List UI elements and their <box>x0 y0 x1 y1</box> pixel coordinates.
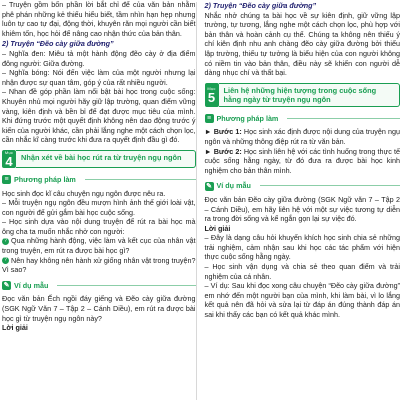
section-5-badge-label: Mục <box>207 85 216 91</box>
lightbulb-icon: ✎ <box>206 182 212 190</box>
left-example-paragraph: Đọc văn bản Ếch ngồi đáy giếng và Đẽo cày giữa đường (SGK Ngữ Văn 7 – Tập 2 – Cánh Diều), em rút ra được bài học gì từ truyện ngụ ngôn này? <box>2 294 196 323</box>
left-method-p3: – Học sinh dựa vào nội dung truyện để rút ra bài học mà ông cha ta muốn nhắc nhở con người: <box>2 217 196 236</box>
left-story2-heading: 2) Truyện “Đẽo cày giữa đường” <box>2 39 114 49</box>
lightbulb-icon: ✎ <box>3 282 10 290</box>
right-step-1: ► Bước 1: Học sinh xác định được nội dung của truyện ngụ ngôn và những thông điệp rút ra từ văn bản. <box>204 127 400 146</box>
step-1-label: ► Bước 1: <box>204 127 242 137</box>
right-answer-p1: – Đây là dạng câu hỏi khuyến khích học sinh chia sẻ những trải nghiệm, cảm nhận sau khi học các tác phẩm với hiện thực cuộc sống hằng ngày. <box>204 233 400 262</box>
step-2-label: ► Bước 2: <box>204 146 242 156</box>
left-story2-literal: – Nghĩa đen: Miêu tả một hành động đẽo cày ở địa điểm đông người: Giữa đường. <box>2 48 196 68</box>
left-example-label: Ví dụ mẫu <box>14 280 49 290</box>
right-column <box>197 0 400 400</box>
left-method-label: Phương pháp làm <box>14 174 76 184</box>
question-circle-icon: ? <box>2 257 9 264</box>
section-4-number: 4 <box>5 153 13 169</box>
right-example-paragraph: Đọc văn bản Đẽo cày giữa đường (SGK Ngữ văn 7 – Tập 2 – Cánh Diều), em hãy liên hệ với một sự việc tương tự diễn ra trong đời sống và kể ngắn gọn lại sự việc đó. <box>204 194 400 224</box>
left-example-tag <box>2 278 196 293</box>
question-circle-icon: ? <box>2 238 9 245</box>
right-example-label: Ví dụ mẫu <box>216 181 251 191</box>
document-icon: ≡ <box>205 114 214 123</box>
right-method-tag <box>205 111 400 126</box>
right-answer-label: Lời giải <box>204 223 231 233</box>
left-question-2: ? Nên hay không nên hành xử giống nhân vật trong truyện? Vì sao? <box>2 255 196 275</box>
right-method-rule <box>287 118 400 119</box>
section-5-header <box>205 83 400 107</box>
left-method-p2: – Mỗi truyện ngụ ngôn đều mượn hình ảnh thế giới loài vật, con người để gửi gắm bài học cuộc sống. <box>2 198 196 217</box>
left-column <box>0 0 196 400</box>
right-step-2: ► Bước 2: Học sinh liên hệ với các tình huống trong thực tế cuộc sống hằng ngày, từ đó đưa ra được bài học kinh nghiệm cho bản thân mình. <box>204 146 400 175</box>
right-method-label: Phương pháp làm <box>216 113 279 123</box>
section-4-title: Nhận xét về bài học rút ra từ truyện ngụ ngôn <box>16 150 196 168</box>
right-story2-heading: 2) Truyện “Đẽo cày giữa đường” <box>204 1 317 10</box>
left-example-rule <box>57 285 195 286</box>
section-4-badge-label: Mục <box>4 149 14 155</box>
left-method-p1: Học sinh đọc kĩ câu chuyện ngụ ngôn được nêu ra. <box>2 188 166 198</box>
left-story2-figurative: – Nghĩa bóng: Nói đến việc làm của một người nhưng lại nhận được sự quan tâm, góp ý của rất nhiều người. <box>2 68 196 87</box>
section-5-title: Liên hệ những hiện tượng trong cuộc sống hằng ngày từ truyện ngụ ngôn <box>219 83 400 107</box>
right-example-tag <box>205 178 400 193</box>
section-4-badge <box>2 150 16 168</box>
left-method-tag <box>2 172 196 187</box>
left-question-1: ? Qua những hành động, việc làm và kết cục của nhân vật trong truyện, em rút ra được bài học gì? <box>2 236 196 256</box>
left-answer-label: Lời giải <box>2 323 28 333</box>
left-intro-paragraph: – Truyện gồm bốn phần lời bắt chỉ để của văn bản nhằm phê phán những kẻ thiếu hiểu biết, tầm nhìn hạn hẹp nhưng luôn tự cao tự đại, động thời, khuyên răn mọi người cần biết khiêm tốn, học hỏi để nâng cao nhận thức của bản thân. <box>2 0 196 38</box>
left-method-rule <box>85 179 196 180</box>
section-4-header <box>2 150 196 168</box>
right-answer-p3: – Ví dụ: Sau khi đọc xong câu chuyện “Đẽo cày giữa đường” em nhớ đến một người bạn của mình, khi làm bài, vì lo lắng kết quả nên đã hỏi và sửa lại từ đáp án đúng thành đáp án sai khi thấy các bạn có kết quả khác mình. <box>204 281 400 320</box>
section-5-number: 5 <box>207 89 216 105</box>
right-story2-paragraph: Nhắc nhở chúng ta bài học về sự kiên định, giữ vững lập trường, tự tương, lắng nghe một cách chọn lọc, phù hợp với bản thân và hoàn cảnh cụ thể. Chúng ta không nên thiếu ý chí kiên định nhu anh chàng đẽo cày giữa đường bởi thiếu lập trường, thiếu tự tưởng là biểu hiện của con người không có niềm tin vào bản thân, điều này sẽ khiến con người dễ dàng nhục chí và thất bại. <box>204 10 400 78</box>
right-example-rule <box>260 185 400 186</box>
left-story2-lesson: – Nhan đề góp phần làm nổi bật bài học trong cuộc sống: Khuyên nhủ mọi người hãy giữ lập trường, quan điểm vững vàng, kiên định và bền bỉ để đạt được mục tiêu của mình. Khi đứng trước một quyết định không nên dao động trước ý kiến của người khác, cần phải lắng nghe một cách chọn lọc, cần nhắc kĩ càng trước khi đưa ra quyết định đầu gì đó. <box>2 87 196 145</box>
section-5-badge <box>205 83 219 107</box>
right-answer-p2: – Học sinh vận dụng và chia sẻ theo quan điểm và trải nghiệm của cá nhân. <box>204 262 400 281</box>
document-icon: ≡ <box>2 175 11 184</box>
